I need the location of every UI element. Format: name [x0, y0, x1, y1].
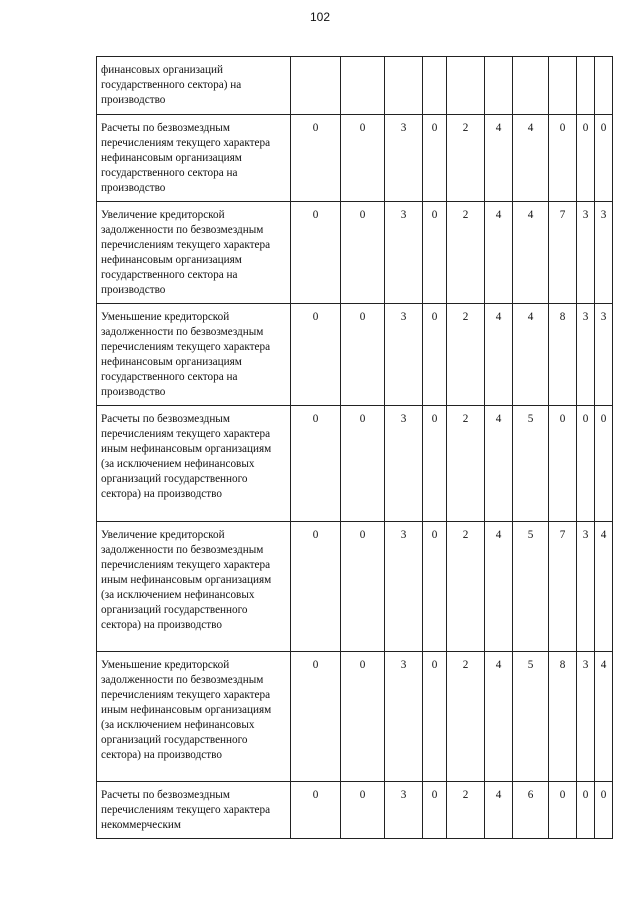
code-digit: 0: [341, 304, 385, 406]
code-digit: 2: [447, 406, 485, 522]
code-digit: 0: [291, 522, 341, 652]
code-digit: 0: [291, 406, 341, 522]
row-description: Расчеты по безвозмездным перечислениям текущего характера нефинансовым организациям государственного сектора на производство: [97, 115, 291, 202]
code-digit: 0: [423, 652, 447, 782]
code-digit: [549, 57, 577, 115]
code-digit: 0: [595, 406, 613, 522]
code-digit: 2: [447, 652, 485, 782]
code-digit: [595, 57, 613, 115]
table-row: [97, 522, 613, 652]
table-row: [97, 406, 613, 522]
code-digit: 0: [595, 782, 613, 839]
code-digit: 0: [291, 115, 341, 202]
code-digit: 0: [423, 202, 447, 304]
code-digit: 0: [423, 406, 447, 522]
code-digit: [577, 57, 595, 115]
code-digit: 8: [549, 652, 577, 782]
code-digit: 0: [341, 522, 385, 652]
code-digit: 5: [513, 652, 549, 782]
code-digit: 4: [513, 202, 549, 304]
row-description: финансовых организаций государственного сектора) на производство: [97, 57, 291, 115]
code-digit: [423, 57, 447, 115]
code-digit: 3: [595, 304, 613, 406]
table-row: [97, 202, 613, 304]
code-digit: [513, 57, 549, 115]
code-digit: 4: [513, 115, 549, 202]
code-digit: 3: [577, 202, 595, 304]
code-digit: [447, 57, 485, 115]
table-row: [97, 304, 613, 406]
code-digit: 4: [485, 115, 513, 202]
code-digit: 3: [577, 522, 595, 652]
code-digit: 3: [577, 304, 595, 406]
code-digit: [485, 57, 513, 115]
code-digit: 3: [595, 202, 613, 304]
code-digit: 4: [595, 652, 613, 782]
code-digit: 0: [423, 522, 447, 652]
code-digit: 2: [447, 202, 485, 304]
code-digit: 0: [341, 202, 385, 304]
row-description: Увеличение кредиторской задолженности по безвозмездным перечислениям текущего характера нефинансовым организациям государственного сектора на производство: [97, 202, 291, 304]
table-row: [97, 782, 613, 839]
code-digit: 3: [577, 652, 595, 782]
row-description: Расчеты по безвозмездным перечислениям текущего характера некоммерческим: [97, 782, 291, 839]
code-digit: 3: [385, 202, 423, 304]
code-digit: 5: [513, 522, 549, 652]
code-digit: 3: [385, 522, 423, 652]
code-digit: [291, 57, 341, 115]
code-digit: 0: [577, 406, 595, 522]
code-digit: 0: [549, 782, 577, 839]
code-digit: 0: [291, 304, 341, 406]
code-digit: 4: [485, 782, 513, 839]
code-digit: 2: [447, 782, 485, 839]
code-digit: 0: [291, 652, 341, 782]
code-digit: 0: [341, 652, 385, 782]
code-digit: 4: [485, 304, 513, 406]
code-digit: 2: [447, 304, 485, 406]
code-digit: 0: [341, 115, 385, 202]
code-digit: 4: [513, 304, 549, 406]
code-digit: 0: [423, 782, 447, 839]
code-digit: 3: [385, 652, 423, 782]
code-digit: 4: [595, 522, 613, 652]
table-row: [97, 652, 613, 782]
code-digit: 0: [341, 406, 385, 522]
code-digit: 8: [549, 304, 577, 406]
code-digit: 2: [447, 115, 485, 202]
code-digit: 0: [577, 782, 595, 839]
code-digit: 7: [549, 522, 577, 652]
code-digit: 3: [385, 406, 423, 522]
code-digit: 4: [485, 202, 513, 304]
code-digit: 6: [513, 782, 549, 839]
code-digit: 0: [291, 202, 341, 304]
code-digit: 4: [485, 406, 513, 522]
code-digit: 0: [423, 115, 447, 202]
table-row: [97, 115, 613, 202]
table-row: [97, 57, 613, 115]
code-digit: 3: [385, 115, 423, 202]
account-codes-table: [96, 56, 613, 839]
code-digit: 0: [549, 406, 577, 522]
page-number: 102: [309, 10, 331, 24]
row-description: Уменьшение кредиторской задолженности по безвозмездным перечислениям текущего характера нефинансовым организациям государственного сектора на производство: [97, 304, 291, 406]
code-digit: 0: [577, 115, 595, 202]
code-digit: 4: [485, 522, 513, 652]
code-digit: 0: [423, 304, 447, 406]
row-description: Увеличение кредиторской задолженности по безвозмездным перечислениям текущего характера иным нефинансовым организациям (за исключением нефинансовых организаций государственного сектора) на производство: [97, 522, 291, 652]
row-description: Расчеты по безвозмездным перечислениям текущего характера иным нефинансовым организациям (за исключением нефинансовых организаций государственного сектора) на производство: [97, 406, 291, 522]
code-digit: 7: [549, 202, 577, 304]
code-digit: [385, 57, 423, 115]
code-digit: 0: [549, 115, 577, 202]
code-digit: 4: [485, 652, 513, 782]
code-digit: 5: [513, 406, 549, 522]
row-description: Уменьшение кредиторской задолженности по безвозмездным перечислениям текущего характера иным нефинансовым организациям (за исключением нефинансовых организаций государственного сектора) на производство: [97, 652, 291, 782]
code-digit: 2: [447, 522, 485, 652]
code-digit: 3: [385, 304, 423, 406]
code-digit: 3: [385, 782, 423, 839]
code-digit: [341, 57, 385, 115]
code-digit: 0: [595, 115, 613, 202]
code-digit: 0: [341, 782, 385, 839]
code-digit: 0: [291, 782, 341, 839]
